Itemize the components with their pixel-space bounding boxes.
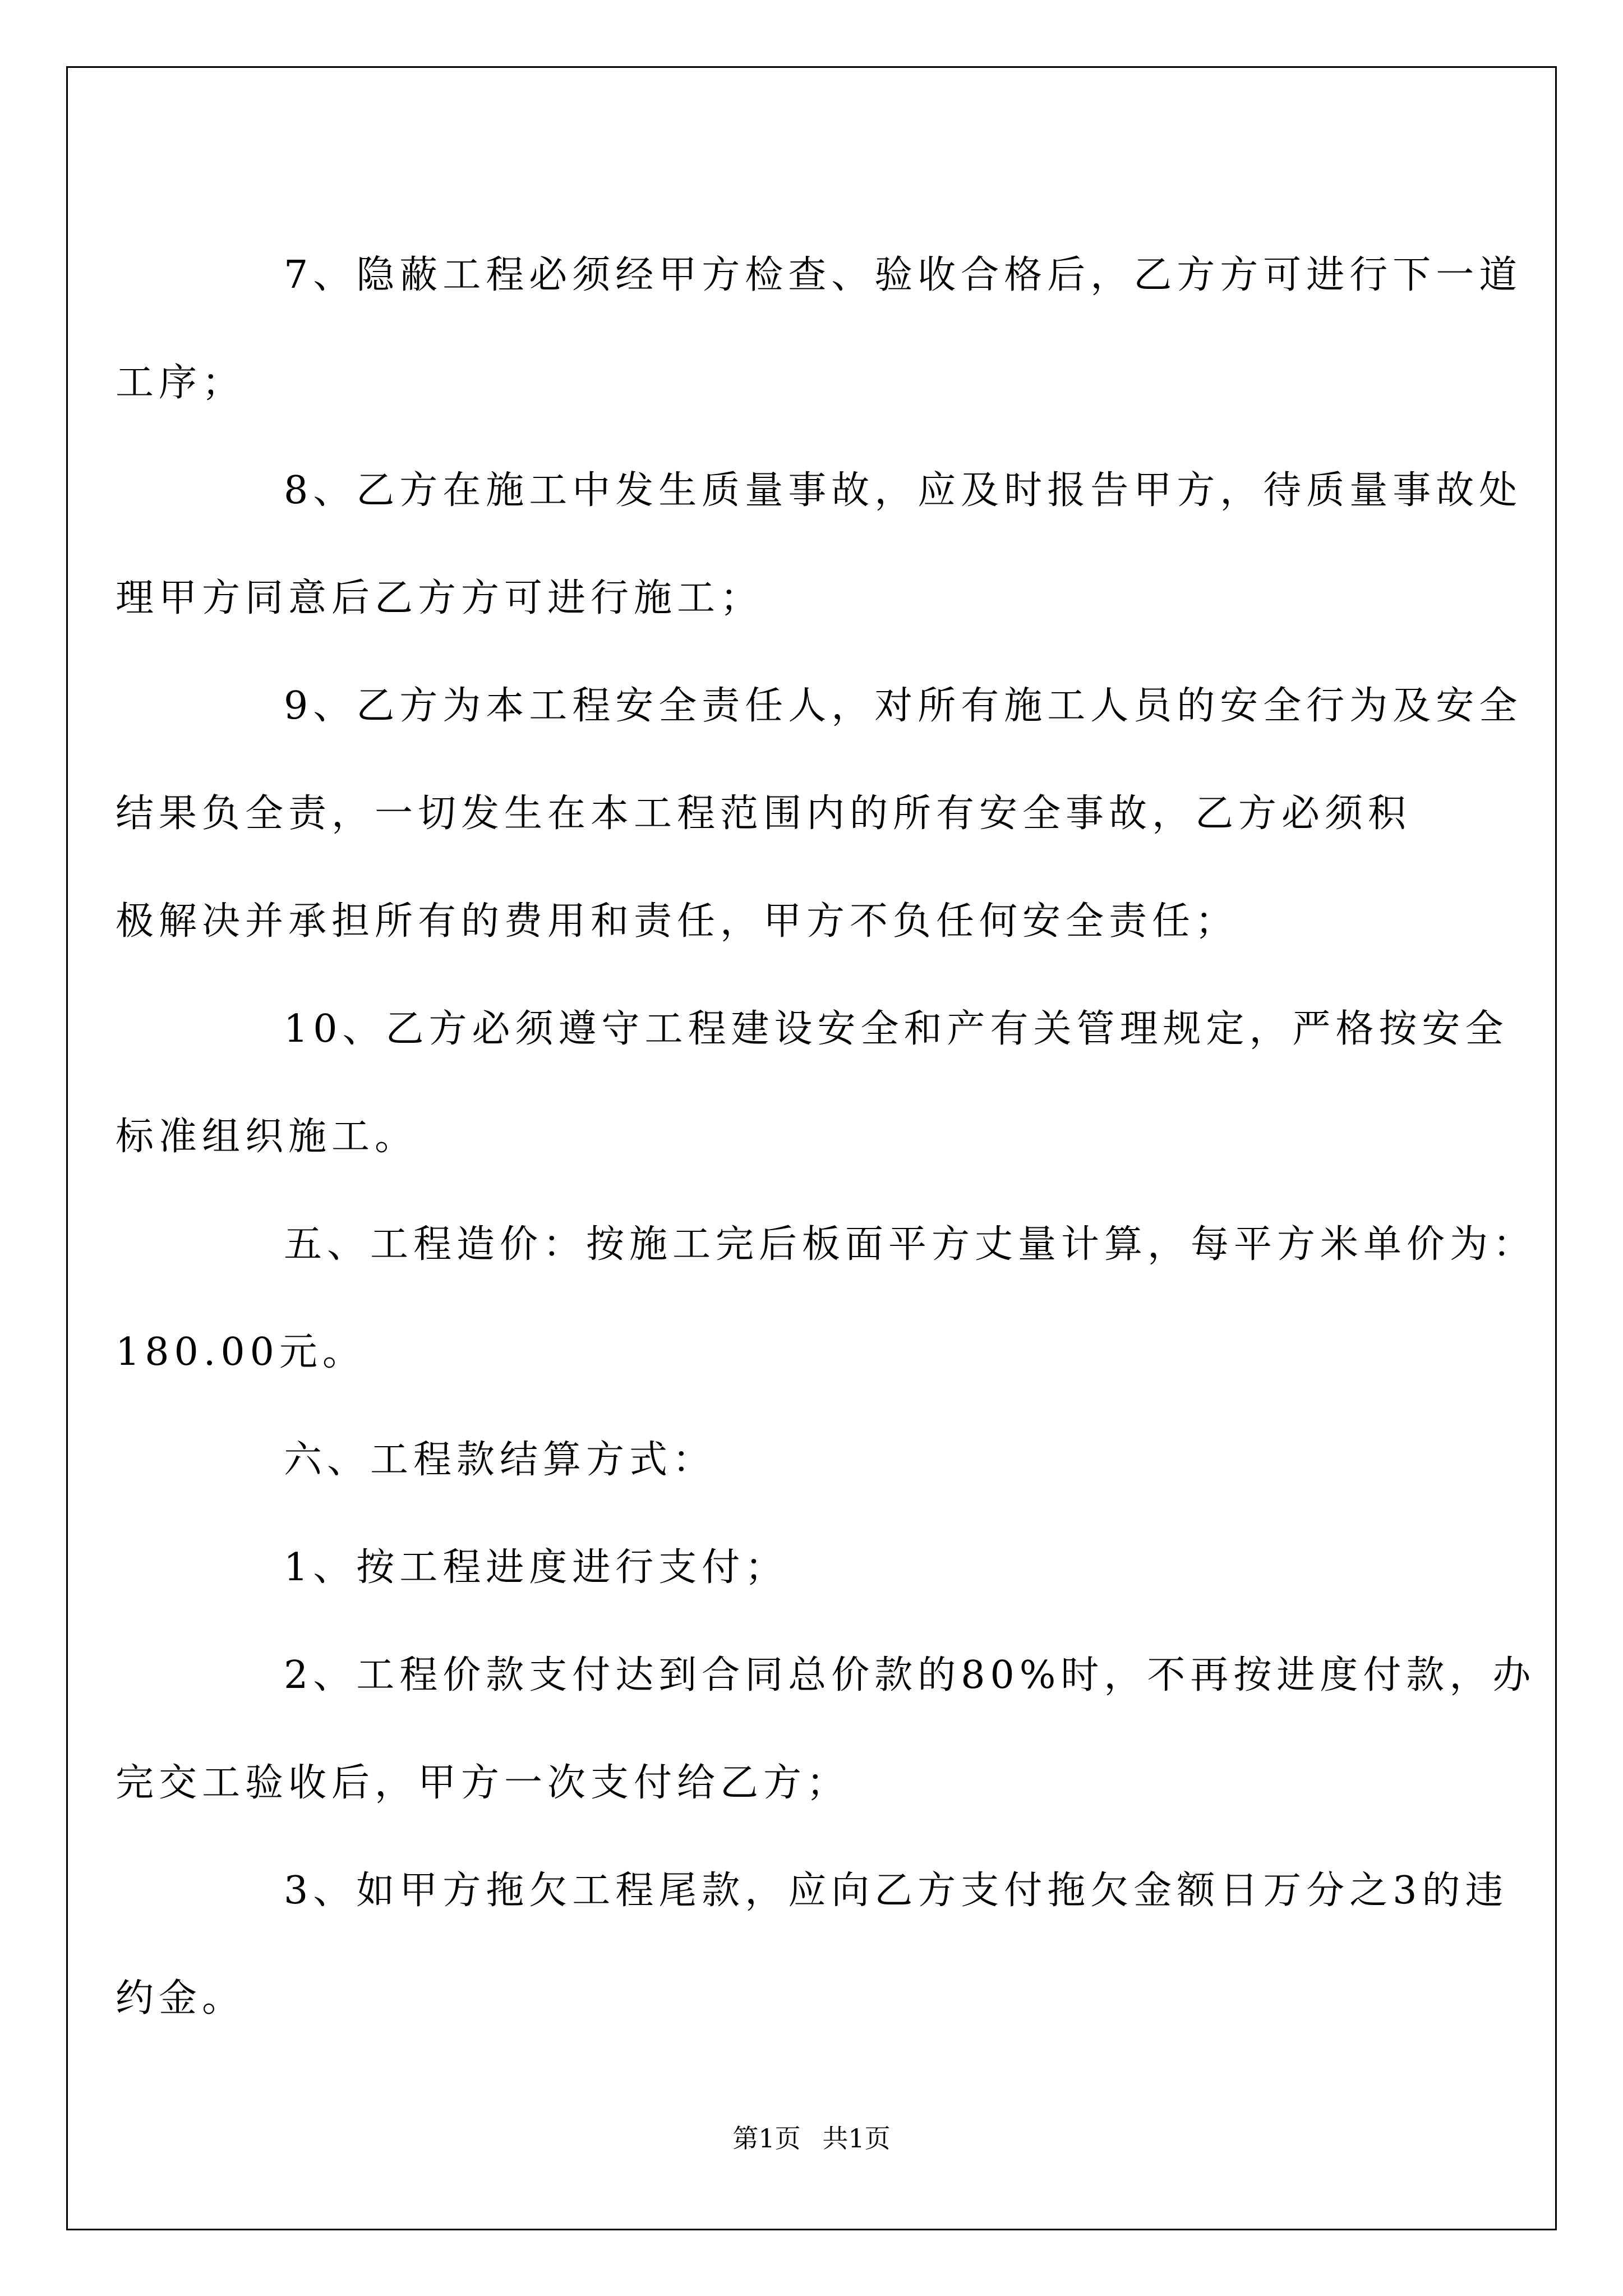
paragraph-line: 极解决并承担所有的费用和责任，甲方不负任何安全责任； — [116, 899, 1239, 944]
paragraph-line: 8、乙方在施工中发生质量事故，应及时报告甲方，待质量事故处 — [284, 468, 1523, 513]
page-footer — [0, 2122, 1623, 2155]
paragraph-10 — [116, 976, 1509, 1191]
paragraph-line: 完交工验收后，甲方一次支付给乙方； — [116, 1761, 850, 1805]
paragraph-line: 标准组织施工。 — [116, 1115, 418, 1159]
paragraph-item-2 — [116, 1622, 1536, 1837]
document-body — [116, 222, 1537, 2053]
paragraph-line: 7、隐蔽工程必须经甲方检查、验收合格后，乙方方可进行下一道 — [284, 253, 1523, 297]
paragraph-line: 2、工程价款支付达到合同总价款的80%时，不再按进度付款，办 — [284, 1653, 1536, 1697]
page-number: 第1页 — [732, 2123, 801, 2154]
paragraph-section-6 — [200, 1406, 1433, 1514]
paragraph-line: 1、按工程进度进行支付； — [284, 1545, 789, 1590]
paragraph-7 — [116, 222, 1523, 437]
paragraph-item-3 — [116, 1837, 1509, 2053]
paragraph-line: 六、工程款结算方式： — [284, 1438, 716, 1482]
paragraph-section-5 — [116, 1191, 1537, 1406]
paragraph-line: 理甲方同意后乙方方可进行施工； — [116, 576, 764, 620]
paragraph-line: 3、如甲方拖欠工程尾款，应向乙方支付拖欠金额日万分之3的违 — [284, 1869, 1509, 1913]
paragraph-line: 10、乙方必须遵守工程建设安全和产有关管理规定，严格按安全 — [284, 1007, 1509, 1051]
paragraph-line: 9、乙方为本工程安全责任人，对所有施工人员的安全行为及安全 — [284, 684, 1523, 728]
paragraph-line: 约金。 — [116, 1976, 246, 2021]
paragraph-line: 工序； — [116, 361, 246, 405]
paragraph-8 — [116, 437, 1523, 652]
paragraph-line: 结果负全责，一切发生在本工程范围内的所有安全事故，乙方必须积 — [116, 792, 1412, 836]
paragraph-item-1 — [200, 1514, 1433, 1622]
paragraph-line: 180.00元。 — [116, 1330, 366, 1374]
paragraph-line: 五、工程造价：按施工完后板面平方丈量计算，每平方米单价为： — [284, 1222, 1537, 1267]
paragraph-9 — [116, 652, 1523, 976]
page-total: 共1页 — [822, 2123, 891, 2154]
